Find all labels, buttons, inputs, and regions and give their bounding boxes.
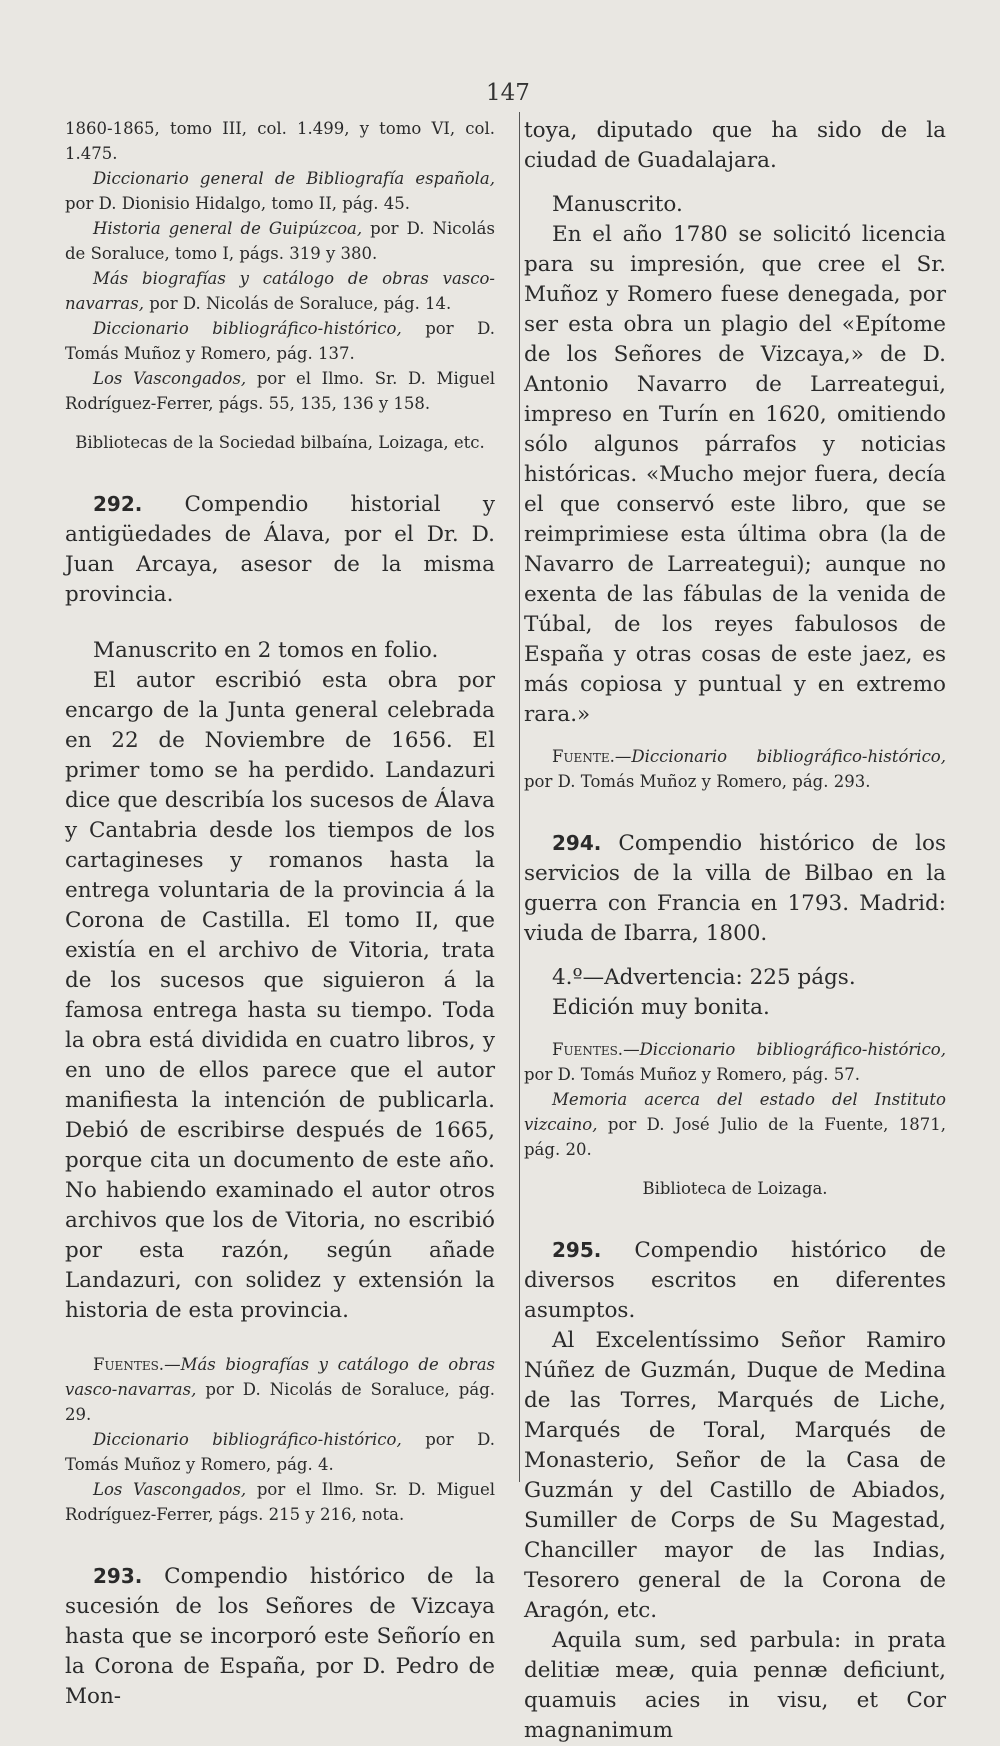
reference-entry: 1860-1865, tomo III, col. 1.499, y tomo VI, col. 1.475. [65,119,495,163]
reference-entry: Historia general de Guipúzcoa, por D. Nicolás de Soraluce, tomo I, págs. 319 y 380. [65,219,495,263]
entry-293-body: En el año 1780 se solicitó licencia para su impresión, que cree el Sr. Muñoz y Romero fuese denegada, por ser esta obra un plagio del «Epítome de los Señores de Vizcaya,» de D. Antonio Navarro de Larreategui, impreso en Turín en 1620, omitiendo sólo algunos párrafos y noticias históricas. «Mucho mejor fuera, decía el que conservó este libro, que se reimprimiese esta última obra (la de Navarro de Larreategui); aunque no exenta de las fábulas de la venida de Túbal, de los reyes fabulosos de España y otras cosas de este jaez, es más copiosa y puntual y en extremo rara.» [524,222,946,727]
entry-292-title: 292. Compendio historial y antigüedades de Álava, por el Dr. D. Juan Arcaya, asesor de la misma provincia. [65,492,495,607]
entry-293-continuation: toya, diputado que ha sido de la ciudad de Guadalajara. [524,118,946,173]
reference-entry: Más biografías y catálogo de obras vasco-navarras, por D. Nicolás de Soraluce, pág. 14. [65,269,495,313]
sources-entry: Memoria acerca del estado del Instituto vizcaino, por D. José Julio de la Fuente, 1871, pág. 20. [524,1090,946,1159]
sources-entry: Diccionario bibliográfico-histórico, por D. Tomás Muñoz y Romero, pág. 4. [65,1430,495,1474]
reference-entry: Diccionario general de Bibliografía española, por D. Dionisio Hidalgo, tomo II, pág. 45. [65,169,495,213]
reference-list [65,116,495,416]
reference-entry: Los Vascongados, por el Ilmo. Sr. D. Miguel Rodríguez-Ferrer, págs. 55, 135, 136 y 158. [65,369,495,413]
entry-294-edition: Edición muy bonita. [552,995,770,1020]
entry-295-latin: Aquila sum, sed parbula: in prata delitiæ meæ, quia pennæ deficiunt, quamuis acies in visu, et Cor magnanimum [524,1628,946,1743]
left-column [65,116,495,1712]
entry-294-format: 4.º—Advertencia: 225 págs. [552,965,856,990]
library-note: Bibliotecas de la Sociedad bilbaína, Loizaga, etc. [75,433,485,452]
entry-294-title: 294. Compendio histórico de los servicios de la villa de Bilbao en la guerra con Francia en 1793. Madrid: viuda de Ibarra, 1800. [524,831,946,946]
column-divider [519,112,520,1482]
page-number: 147 [486,80,530,106]
entry-295-dedication: Al Excelentíssimo Señor Ramiro Núñez de Guzmán, Duque de Medina de las Torres, Marqués de Liche, Marqués de Toral, Marqués de Monasterio, Señor de la Casa de Guzmán y del Castillo de Abiados, Sumiller de Corps de Su Magestad, Chanciller mayor de las Indias, Tesorero general de la Corona de Aragón, etc. [524,1328,946,1623]
entry-293-manuscript: Manuscrito. [552,192,683,217]
entry-295-title: 295. Compendio histórico de diversos escritos en diferentes asumptos. [524,1238,946,1323]
sources-entry: Fuente.—Diccionario bibliográfico-histórico, por D. Tomás Muñoz y Romero, pág. 293. [524,747,946,791]
sources-entry: Fuentes.—Diccionario bibliográfico-histórico, por D. Tomás Muñoz y Romero, pág. 57. [524,1040,946,1084]
entry-292-body: El autor escribió esta obra por encargo de la Junta general celebrada en 22 de Noviembre de 1656. El primer tomo se ha perdido. Landazuri dice que describía los sucesos de Álava y Cantabria desde los tiempos de los cartagineses y romanos hasta la entrega voluntaria de la provincia á la Corona de Castilla. El tomo II, que existía en el archivo de Vitoria, trata de los sucesos que siguieron á la famosa entrega hasta su tiempo. Toda la obra está dividida en cuatro libros, y en uno de ellos parece que el autor manifiesta la intención de publicarla. Debió de escribirse después de 1665, porque cita un documento de este año. No habiendo examinado el autor otros archivos que los de Vitoria, no escribió por esta razón, según añade Landazuri, con solidez y extensión la historia de esta provincia. [65,668,495,1323]
library-note: Biblioteca de Loizaga. [642,1179,828,1198]
reference-entry: Diccionario bibliográfico-histórico, por D. Tomás Muñoz y Romero, pág. 137. [65,319,495,363]
right-column [524,116,946,1746]
sources-entry: Los Vascongados, por el Ilmo. Sr. D. Miguel Rodríguez-Ferrer, págs. 215 y 216, nota. [65,1480,495,1524]
entry-293-title: 293. Compendio histórico de la sucesión de los Señores de Vizcaya hasta que se incorporó este Señorío en la Corona de España, por D. Pedro de Mon- [65,1564,495,1709]
entry-292-manuscript: Manuscrito en 2 tomos en folio. [93,638,439,663]
sources-entry: Fuentes.—Más biografías y catálogo de obras vasco-navarras, por D. Nicolás de Soraluce, pág. 29. [65,1355,495,1424]
